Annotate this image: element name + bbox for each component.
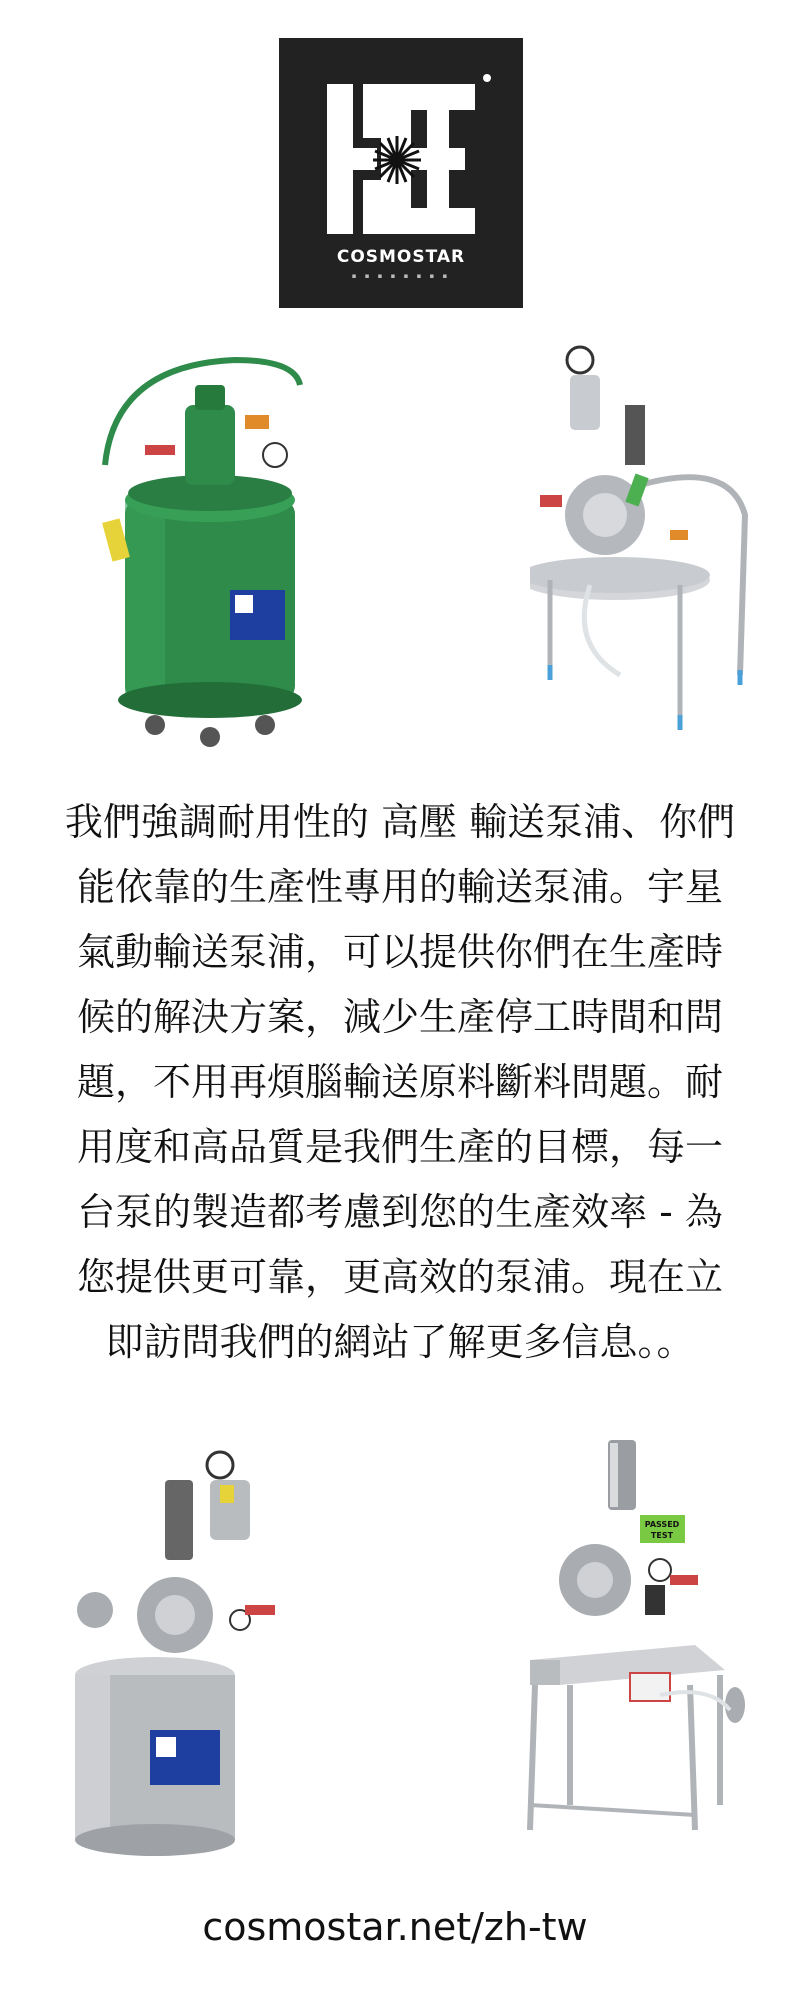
- diaphragm-pump-on-stand-icon: [510, 1435, 760, 1855]
- stainless-pressure-tank-icon: [70, 1445, 300, 1865]
- svg-text:▪ ▪ ▪ ▪ ▪ ▪ ▪ ▪: ▪ ▪ ▪ ▪ ▪ ▪ ▪ ▪: [351, 272, 451, 280]
- description-line: 能依靠的生產性專用的輸送泵浦。宇星: [76, 865, 723, 909]
- description-line: 題，不用再煩腦輸送原料斷料問題。耐: [76, 1060, 723, 1104]
- product-image-stainless-tank: [70, 1445, 300, 1865]
- description-line: 即訪問我們的網站了解更多信息。。: [105, 1320, 695, 1364]
- description-line: 候的解決方案，減少生產停工時間和問: [76, 995, 723, 1039]
- description-line: 您提供更可靠，更高效的泵浦。現在立: [76, 1255, 723, 1299]
- website-link[interactable]: cosmostar.net/zh-tw: [202, 1905, 588, 1949]
- description-line: 台泵的製造都考慮到您的生產效率 - 為: [77, 1190, 723, 1234]
- grey-pump-tank-on-stand-icon: [530, 345, 790, 755]
- product-image-pump-stand: [510, 1435, 760, 1855]
- product-description: [0, 790, 800, 1375]
- brand-logo: [279, 38, 523, 308]
- product-image-grey-tank-stand: [530, 345, 790, 755]
- he-starburst-logo-icon: [279, 38, 523, 308]
- description-line: 我們強調耐用性的 高壓 輸送泵浦、你們: [64, 800, 736, 844]
- description-line: 用度和高品質是我們生產的目標，每一: [76, 1125, 723, 1169]
- product-image-green-tank: [85, 345, 345, 755]
- svg-text:TEST: TEST: [650, 1531, 674, 1540]
- description-line: 氣動輸送泵浦，可以提供你們在生產時: [76, 930, 723, 974]
- svg-text:PASSED: PASSED: [644, 1520, 680, 1529]
- green-pressure-tank-icon: [85, 345, 345, 755]
- logo-wordmark: COSMOSTAR: [336, 247, 466, 267]
